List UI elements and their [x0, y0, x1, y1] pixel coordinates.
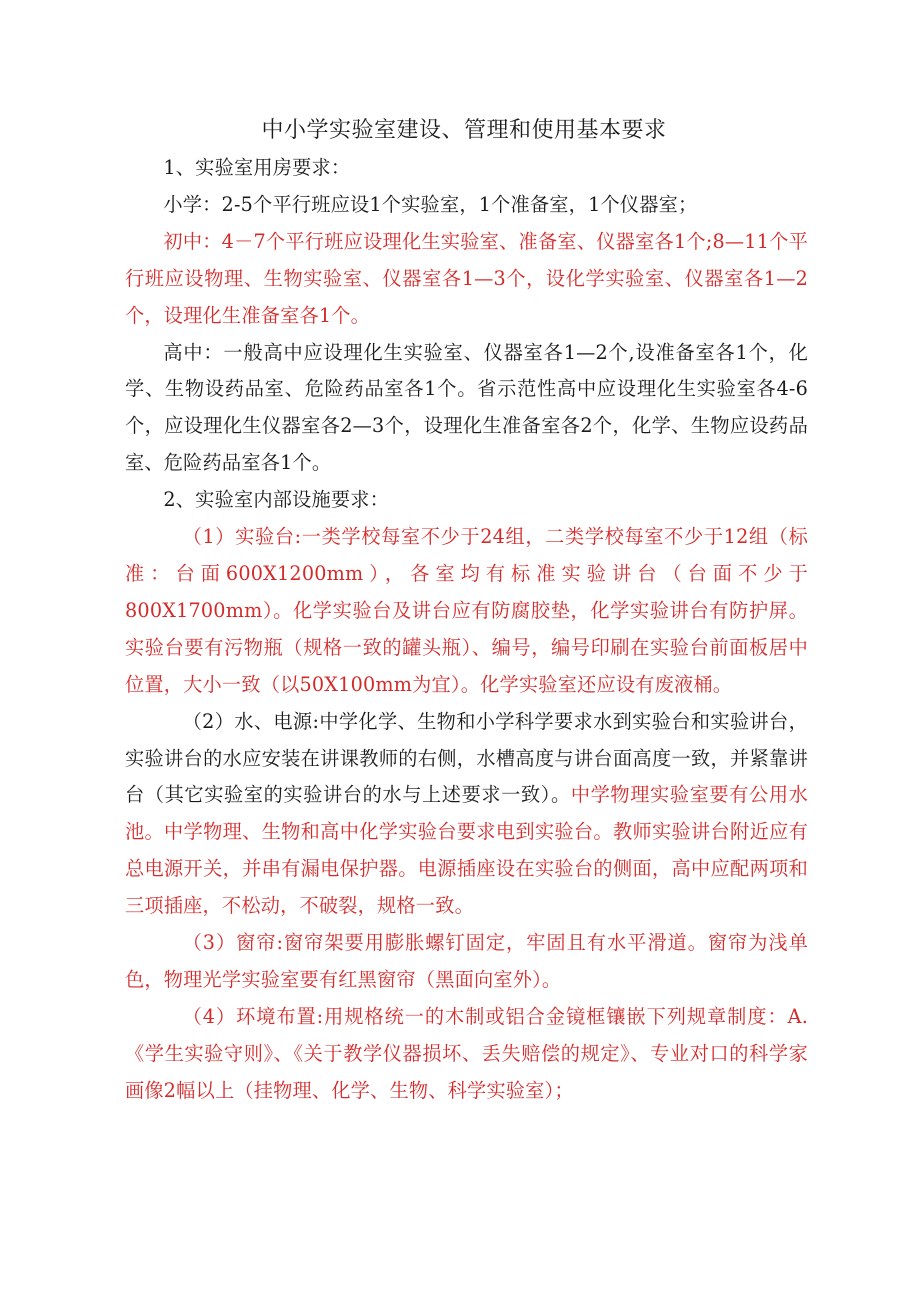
item-2-text-red: 中学物理实验室要有公用水池。中学物理、生物和高中化学实验台要求电到实验台。教师实验讲台附近应有总电源开关，并串有漏电保护器。电源插座设在实验台的侧面，高中应配两项和三项插座，不松动，不破裂，规格一致。: [125, 783, 809, 918]
item-2-text-black: （2）水、电源:中学化学、生物和小学科学要求水到实验台和实验讲台，实验讲台的水应安装在讲课教师的右侧，水槽高度与讲台面高度一致，并紧靠讲台（其它实验室的实验讲台的水与上述要求一致）。: [125, 709, 808, 807]
section-1-heading: 1、实验室用房要求：: [163, 156, 351, 179]
middle-school-requirement: 初中：4－7个平行班应设理化生实验室、准备室、仪器室各1个;8—11个平行班应设物理、生物实验室、仪器室各1—3个，设化学实验室、仪器室各1—2个，设理化生准备室各1个。: [125, 229, 808, 327]
high-school-requirement: 高中：一般高中应设理化生实验室、仪器室各1—2个,设准备室各1个，化学、生物设药品室、危险药品室各1个。省示范性高中应设理化生实验室各4-6个，应设理化生仪器室各2—3个，设理化生准备室各2个，化学、生物应设药品室、危险药品室各1个。: [125, 340, 808, 475]
document-title: 中小学实验室建设、管理和使用基本要求: [261, 118, 667, 143]
item-2-water-power: [125, 704, 808, 925]
section-2-heading: 2、实验室内部设施要求：: [163, 488, 390, 512]
item-3-curtains: （3）窗帘:窗帘架要用膨胀螺钉固定，牢固且有水平滑道。窗帘为浅单色，物理光学实验室要有红黑窗帘（黑面向室外）。: [125, 931, 808, 991]
primary-school-requirement: 小学：2-5个平行班应设1个实验室，1个准备室，1个仪器室；: [163, 192, 698, 216]
item-1-lab-bench: （1）实验台:一类学校每室不少于24组，二类学校每室不少于12组（标准：台面600X1200mm），各室均有标准实验讲台（台面不少于800X1700mm）。化学实验台及讲台应有防腐胶垫，化学实验讲台有防护屏。实验台要有污物瓶（规格一致的罐头瓶）、编号，编号印刷在实验台前面板居中位置，大小一致（以50X100mm为宜）。化学实验室还应设有废液桶。: [125, 525, 808, 696]
item-4-environment: （4）环境布置:用规格统一的木制或铝合金镜框镶嵌下列规章制度：A.《学生实验守则》、《关于教学仪器损坏、丢失赔偿的规定》、专业对口的科学家画像2幅以上（挂物理、化学、生物、科学实验室）；: [125, 1004, 808, 1102]
